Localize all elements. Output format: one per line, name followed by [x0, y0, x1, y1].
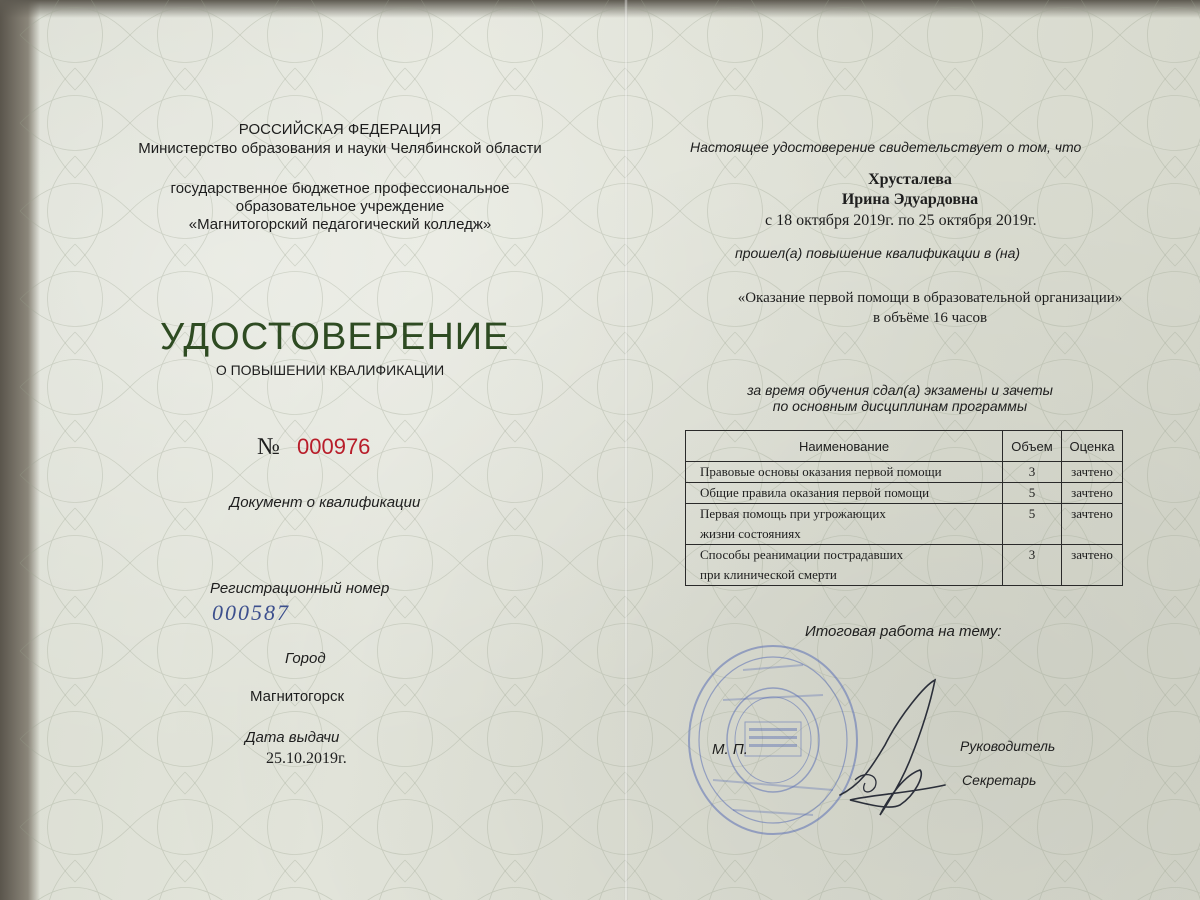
certificate-title: УДОСТОВЕРЕНИЕ — [160, 316, 510, 358]
header-grade: Оценка — [1062, 431, 1123, 462]
institution-line-3: «Магнитогорский педагогический колледж» — [188, 216, 492, 233]
head-signature-label: Руководитель — [960, 738, 1056, 754]
table-row-continuation — [686, 524, 1123, 545]
document-type: Документ о квалификации — [229, 494, 421, 511]
issue-date-label: Дата выдачи — [245, 729, 340, 746]
city-value: Магнитогорск — [250, 688, 345, 705]
exams-line-2: по основным дисциплинам программы — [772, 398, 1028, 414]
training-period: с 18 октября 2019г. по 25 октября 2019г. — [765, 212, 1037, 229]
institution-line-2: образовательное учреждение — [235, 198, 445, 215]
passed-training-line: прошел(а) повышение квалификации в (на) — [735, 245, 1021, 261]
final-work-label: Итоговая работа на тему: — [805, 623, 1002, 640]
subject-volume: 5 — [1003, 483, 1062, 504]
holder-last-name: Хрусталева — [868, 171, 952, 188]
certificate-subtitle: О ПОВЫШЕНИИ КВАЛИФИКАЦИИ — [215, 362, 445, 378]
subject-name: Первая помощь при угрожающих — [686, 504, 1003, 525]
table-row — [686, 462, 1123, 483]
registration-number-handwritten: 000587 — [212, 600, 290, 625]
table-row — [686, 545, 1123, 566]
city-label: Город — [285, 650, 326, 667]
issuer-header — [95, 120, 585, 158]
table-row — [686, 483, 1123, 504]
table-row — [686, 504, 1123, 525]
course-volume: в объёме 16 часов — [872, 310, 988, 326]
subject-grade: зачтено — [1062, 462, 1123, 483]
table-header-row — [686, 431, 1123, 462]
institution-line-1: государственное бюджетное профессиональное — [170, 180, 510, 197]
table-row-continuation — [686, 565, 1123, 586]
subject-volume: 3 — [1003, 462, 1062, 483]
seal-place-label: М. П. — [712, 741, 748, 758]
subject-name-continued: жизни состояниях — [686, 524, 1003, 545]
handwritten-signature — [830, 675, 950, 835]
country-line: РОССИЙСКАЯ ФЕДЕРАЦИЯ — [238, 121, 442, 138]
number-sign: № — [257, 434, 280, 460]
header-name: Наименование — [686, 431, 1003, 462]
holder-first-names: Ирина Эдуардовна — [841, 191, 979, 208]
subject-name-continued: при клинической смерти — [686, 565, 1003, 586]
exams-line-1: за время обучения сдал(а) экзамены и зачеты — [747, 382, 1053, 398]
subject-name: Способы реанимации пострадавших — [686, 545, 1003, 566]
grades-table — [685, 430, 1123, 586]
subject-grade: зачтено — [1062, 483, 1123, 504]
course-title: «Оказание первой помощи в образовательной организации» — [737, 290, 1123, 306]
secretary-signature-label: Секретарь — [962, 772, 1037, 788]
subject-name: Правовые основы оказания первой помощи — [686, 462, 1003, 483]
subject-name: Общие правила оказания первой помощи — [686, 483, 1003, 504]
issue-date-value: 25.10.2019г. — [266, 750, 347, 767]
header-volume: Объем — [1003, 431, 1062, 462]
registration-number-label: Регистрационный номер — [210, 580, 390, 597]
center-fold — [624, 0, 628, 900]
certifies-intro: Настоящее удостоверение свидетельствует о том, что — [690, 139, 1082, 155]
subject-grade: зачтено — [1062, 504, 1123, 525]
ministry-line: Министерство образования и науки Челябинской области — [138, 140, 542, 157]
institution-block — [110, 180, 570, 234]
subject-volume: 5 — [1003, 504, 1062, 525]
subject-volume: 3 — [1003, 545, 1062, 566]
subject-grade: зачтено — [1062, 545, 1123, 566]
certificate-number: 000976 — [297, 434, 371, 459]
